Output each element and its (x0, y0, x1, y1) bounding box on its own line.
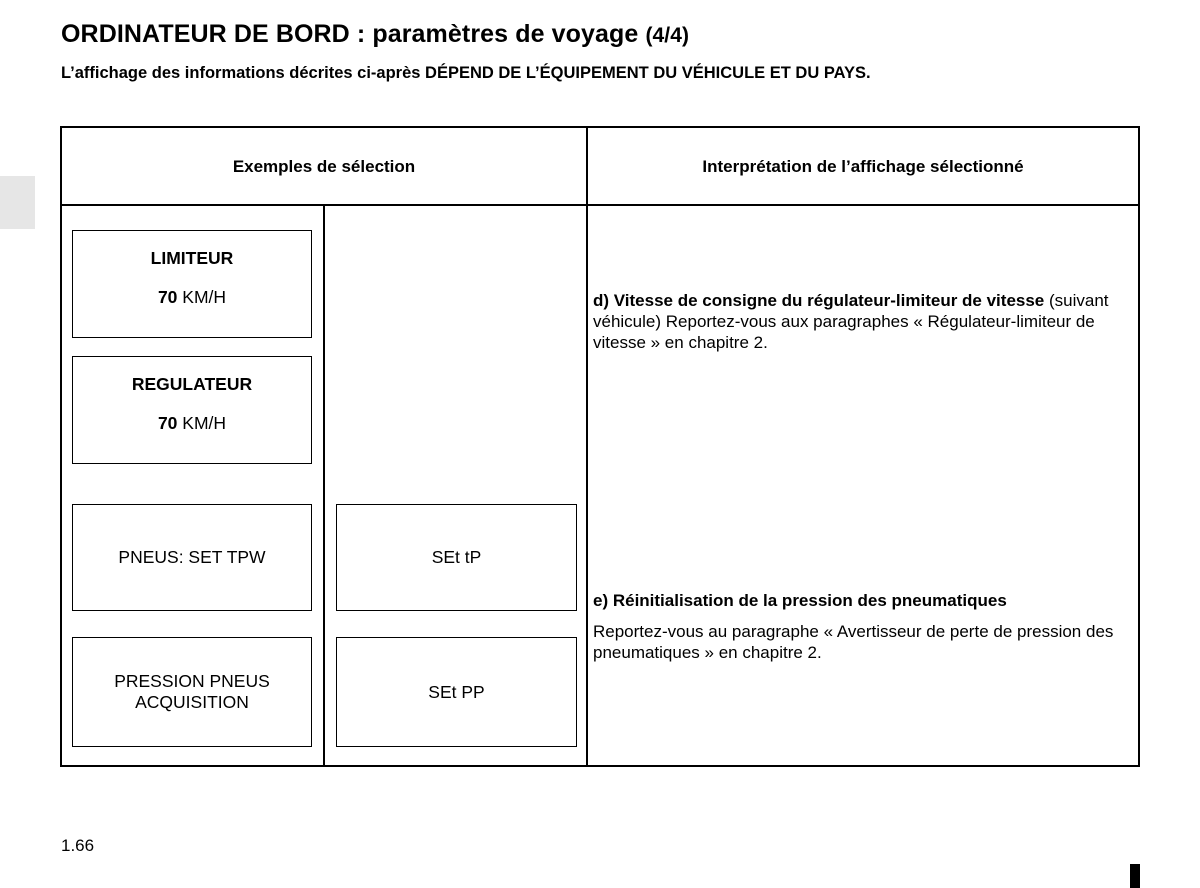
header-examples: Exemples de sélection (232, 156, 416, 176)
chapter-tab-marker (0, 176, 35, 229)
description-d-text: (suivant véhicule) Reportez-vous aux paragraphes « Régulateur-limiteur de vitesse » en chapitre 2. (593, 291, 1109, 352)
display-regulateur-speed-value: 70 (157, 413, 178, 433)
description-d-title: d) Vitesse de consigne du régulateur-limiteur de vitesse (593, 291, 1045, 310)
table-column-divider (586, 128, 588, 765)
description-e-text: Reportez-vous au paragraphe « Avertisseur de perte de pression des pneumatiques » en chapitre 2. (593, 622, 1114, 662)
display-regulateur-title: REGULATEUR (131, 374, 253, 394)
display-limiteur-speed-unit: KM/H (182, 287, 227, 307)
page-title (61, 20, 689, 49)
display-pression-pneus (72, 637, 312, 747)
page-subtitle: L’affichage des informations décrites ci-après DÉPEND DE L’ÉQUIPEMENT DU VÉHICULE ET DU PAYS. (61, 64, 871, 82)
page-number: 1.66 (61, 836, 95, 855)
display-regulateur (72, 356, 312, 464)
display-pneus-set-tpw: PNEUS: SET TPW (72, 504, 312, 611)
short-display-set-pp: SEt PP (336, 637, 577, 747)
display-regulateur-speed (158, 413, 226, 434)
display-limiteur (72, 230, 312, 338)
display-pression-pneus-text: PRESSION PNEUS ACQUISITION (114, 671, 270, 712)
description-d (593, 290, 1133, 353)
short-display-set-tp: SEt tP (336, 504, 577, 611)
display-limiteur-speed (158, 287, 226, 308)
table-subcolumn-divider (323, 206, 325, 765)
page-title-part: (4/4) (645, 24, 690, 47)
description-e-title: e) Réinitialisation de la pression des pneumatiques (593, 591, 1007, 610)
display-regulateur-speed-unit: KM/H (182, 413, 227, 433)
page-title-text: ORDINATEUR DE BORD : paramètres de voyage (61, 20, 639, 48)
description-e (593, 590, 1133, 663)
display-limiteur-title: LIMITEUR (150, 248, 234, 268)
header-interpretation: Interprétation de l’affichage sélectionné (702, 156, 1024, 176)
display-limiteur-speed-value: 70 (157, 287, 178, 307)
page-corner-mark (1130, 864, 1140, 888)
